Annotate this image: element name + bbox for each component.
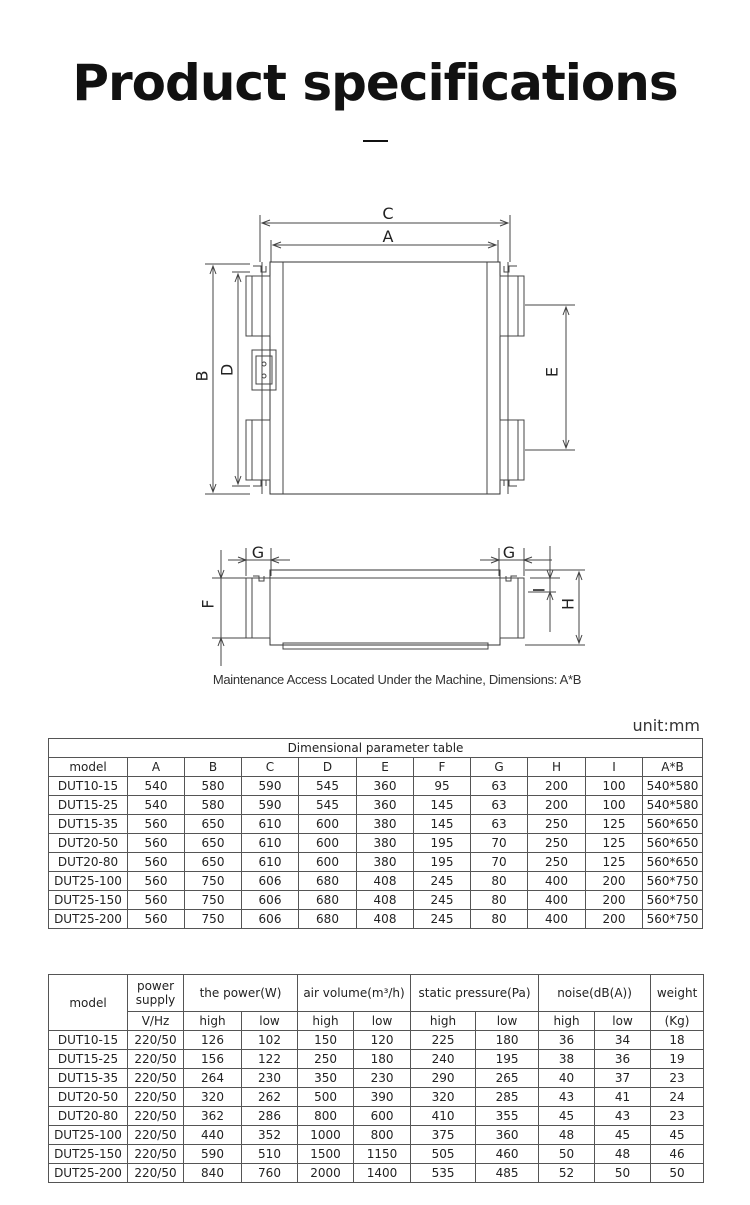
table-cell: 560 [128, 891, 185, 910]
table-cell: 560*650 [643, 815, 703, 834]
table-cell: 410 [411, 1107, 476, 1126]
column-subheader: high [411, 1012, 476, 1031]
table-cell: 560*750 [643, 891, 703, 910]
table-cell: 52 [539, 1164, 595, 1183]
column-subheader: low [354, 1012, 411, 1031]
table-cell: 63 [471, 815, 528, 834]
table-cell: 360 [357, 777, 414, 796]
table-cell: 560*650 [643, 853, 703, 872]
table-cell: 560 [128, 834, 185, 853]
table-cell: 440 [184, 1126, 242, 1145]
table-cell: 750 [185, 891, 242, 910]
table-cell: 220/50 [128, 1031, 184, 1050]
table-row [49, 872, 703, 891]
table-cell: 355 [476, 1107, 539, 1126]
table-cell: DUT20-80 [49, 853, 128, 872]
table-cell: 36 [539, 1031, 595, 1050]
table-cell: DUT25-150 [49, 1145, 128, 1164]
table-cell: 560*750 [643, 910, 703, 929]
table-cell: 195 [414, 853, 471, 872]
table-cell: 200 [528, 796, 586, 815]
column-subheader: low [242, 1012, 298, 1031]
table-cell: DUT25-100 [49, 872, 128, 891]
table-cell: 63 [471, 777, 528, 796]
column-header: model [49, 758, 128, 777]
table-cell: 48 [539, 1126, 595, 1145]
column-header: A*B [643, 758, 703, 777]
label-e: E [542, 366, 562, 378]
table-title: Dimensional parameter table [49, 739, 703, 758]
table-cell: 485 [476, 1164, 539, 1183]
table-cell: 285 [476, 1088, 539, 1107]
table-cell: 45 [539, 1107, 595, 1126]
table-cell: DUT15-35 [49, 1069, 128, 1088]
table-cell: 408 [357, 910, 414, 929]
table-cell: 220/50 [128, 1164, 184, 1183]
table-cell: 50 [539, 1145, 595, 1164]
table-cell: 840 [184, 1164, 242, 1183]
table-cell: DUT25-200 [49, 910, 128, 929]
table-row [49, 1145, 704, 1164]
table-cell: 125 [586, 834, 643, 853]
table-cell: 220/50 [128, 1107, 184, 1126]
table-cell: 200 [528, 777, 586, 796]
table-cell: 600 [299, 815, 357, 834]
table-cell: 195 [414, 834, 471, 853]
table-cell: 80 [471, 891, 528, 910]
table-cell: 600 [354, 1107, 411, 1126]
table-cell: 240 [411, 1050, 476, 1069]
table-cell: 650 [185, 834, 242, 853]
label-i: I [529, 587, 549, 593]
table-cell: 680 [299, 891, 357, 910]
table-cell: 750 [185, 872, 242, 891]
table-cell: 545 [299, 796, 357, 815]
table-cell: 460 [476, 1145, 539, 1164]
table-cell: 145 [414, 796, 471, 815]
table-cell: 262 [242, 1088, 298, 1107]
column-header: static pressure(Pa) [411, 975, 539, 1012]
table-cell: 290 [411, 1069, 476, 1088]
table-cell: 250 [298, 1050, 354, 1069]
table-cell: 120 [354, 1031, 411, 1050]
table-row [49, 1031, 704, 1050]
table-cell: 100 [586, 777, 643, 796]
table-cell: DUT25-150 [49, 891, 128, 910]
table-cell: 23 [651, 1107, 704, 1126]
table-cell: 37 [595, 1069, 651, 1088]
column-header: power supply [128, 975, 184, 1012]
table-cell: 400 [528, 910, 586, 929]
side-view [212, 546, 585, 666]
table-row [49, 1069, 704, 1088]
table-cell: DUT15-35 [49, 815, 128, 834]
label-h: H [558, 597, 578, 611]
column-subheader: high [184, 1012, 242, 1031]
table-cell: 40 [539, 1069, 595, 1088]
table-cell: 500 [298, 1088, 354, 1107]
table-cell: DUT20-50 [49, 834, 128, 853]
column-header: G [471, 758, 528, 777]
label-a: A [382, 227, 394, 246]
table-cell: 180 [354, 1050, 411, 1069]
table-cell: 560 [128, 910, 185, 929]
table-cell: 70 [471, 853, 528, 872]
column-subheader: low [476, 1012, 539, 1031]
table-cell: 390 [354, 1088, 411, 1107]
table-cell: 245 [414, 872, 471, 891]
table-cell: DUT15-25 [49, 1050, 128, 1069]
table-cell: 45 [651, 1126, 704, 1145]
table-cell: 286 [242, 1107, 298, 1126]
table-cell: 750 [185, 910, 242, 929]
column-subheader: low [595, 1012, 651, 1031]
column-header: I [586, 758, 643, 777]
table-cell: 320 [184, 1088, 242, 1107]
table-cell: 220/50 [128, 1126, 184, 1145]
table-cell: 195 [476, 1050, 539, 1069]
table-cell: 50 [595, 1164, 651, 1183]
table-cell: 24 [651, 1088, 704, 1107]
table-cell: DUT15-25 [49, 796, 128, 815]
table-cell: 400 [528, 872, 586, 891]
table-cell: 560*650 [643, 834, 703, 853]
column-header: A [128, 758, 185, 777]
column-subheader: high [298, 1012, 354, 1031]
table-cell: 50 [651, 1164, 704, 1183]
table-cell: 2000 [298, 1164, 354, 1183]
table-cell: 1400 [354, 1164, 411, 1183]
table-header-row [49, 758, 703, 777]
column-header: C [242, 758, 299, 777]
table-cell: 1150 [354, 1145, 411, 1164]
table-cell: 600 [299, 834, 357, 853]
table-cell: 38 [539, 1050, 595, 1069]
performance-table [48, 974, 704, 1183]
column-header: E [357, 758, 414, 777]
table-cell: 102 [242, 1031, 298, 1050]
table-cell: 220/50 [128, 1050, 184, 1069]
table-cell: 580 [185, 777, 242, 796]
table-cell: 245 [414, 910, 471, 929]
table-cell: 19 [651, 1050, 704, 1069]
table-row [49, 796, 703, 815]
table-cell: 250 [528, 853, 586, 872]
table-cell: 250 [528, 834, 586, 853]
table-cell: 800 [298, 1107, 354, 1126]
table-cell: 560 [128, 853, 185, 872]
table-cell: 230 [354, 1069, 411, 1088]
table-cell: 610 [242, 853, 299, 872]
column-subheader: V/Hz [128, 1012, 184, 1031]
table-cell: 200 [586, 872, 643, 891]
column-header: weight [651, 975, 704, 1012]
table-cell: 126 [184, 1031, 242, 1050]
table-cell: 680 [299, 872, 357, 891]
table-cell: 510 [242, 1145, 298, 1164]
column-header: F [414, 758, 471, 777]
table-cell: 360 [357, 796, 414, 815]
table-row [49, 1107, 704, 1126]
table-cell: 200 [586, 891, 643, 910]
table-cell: 610 [242, 834, 299, 853]
table-cell: 540*580 [643, 777, 703, 796]
table-cell: 535 [411, 1164, 476, 1183]
drawing-caption: Maintenance Access Located Under the Machine, Dimensions: A*B [212, 672, 582, 687]
table-cell: 380 [357, 834, 414, 853]
table-cell: 800 [354, 1126, 411, 1145]
label-g-left: G [251, 543, 265, 562]
table-cell: 600 [299, 853, 357, 872]
table-cell: 362 [184, 1107, 242, 1126]
table-cell: 265 [476, 1069, 539, 1088]
page-title: Product specifications [72, 54, 678, 112]
table-cell: 125 [586, 815, 643, 834]
table-cell: 360 [476, 1126, 539, 1145]
table-row [49, 834, 703, 853]
table-cell: 320 [411, 1088, 476, 1107]
table-cell: 545 [299, 777, 357, 796]
table-cell: 680 [299, 910, 357, 929]
table-cell: 760 [242, 1164, 298, 1183]
table-row [49, 1088, 704, 1107]
table-cell: DUT10-15 [49, 1031, 128, 1050]
column-header: D [299, 758, 357, 777]
table-cell: 540 [128, 777, 185, 796]
column-header: the power(W) [184, 975, 298, 1012]
table-cell: 34 [595, 1031, 651, 1050]
column-header: B [185, 758, 242, 777]
dimension-table [48, 738, 703, 929]
table-cell: 606 [242, 891, 299, 910]
table-cell: 408 [357, 872, 414, 891]
table-cell: 375 [411, 1126, 476, 1145]
column-header: model [49, 975, 128, 1031]
table-cell: 180 [476, 1031, 539, 1050]
table-cell: 250 [528, 815, 586, 834]
table-cell: DUT20-80 [49, 1107, 128, 1126]
table-cell: 63 [471, 796, 528, 815]
table-cell: 606 [242, 872, 299, 891]
table-cell: 580 [185, 796, 242, 815]
table-cell: 220/50 [128, 1088, 184, 1107]
column-subheader: high [539, 1012, 595, 1031]
table-cell: 43 [595, 1107, 651, 1126]
unit-label: unit:mm [632, 716, 700, 735]
table-cell: 1500 [298, 1145, 354, 1164]
table-cell: 352 [242, 1126, 298, 1145]
table-cell: 45 [595, 1126, 651, 1145]
table-cell: DUT20-50 [49, 1088, 128, 1107]
table-cell: 1000 [298, 1126, 354, 1145]
table-cell: 36 [595, 1050, 651, 1069]
table-cell: 100 [586, 796, 643, 815]
table-cell: 125 [586, 853, 643, 872]
column-header: noise(dB(A)) [539, 975, 651, 1012]
table-header-row [49, 975, 704, 1012]
label-d: D [217, 363, 237, 377]
table-cell: 43 [539, 1088, 595, 1107]
table-cell: 230 [242, 1069, 298, 1088]
table-cell: 46 [651, 1145, 704, 1164]
table-row [49, 1164, 704, 1183]
table-cell: 380 [357, 815, 414, 834]
label-f: F [198, 599, 218, 609]
table-cell: 95 [414, 777, 471, 796]
table-cell: 225 [411, 1031, 476, 1050]
label-b: B [192, 370, 212, 382]
table-cell: 590 [242, 796, 299, 815]
table-cell: 540 [128, 796, 185, 815]
table-cell: 70 [471, 834, 528, 853]
table-cell: 650 [185, 853, 242, 872]
table-cell: 200 [586, 910, 643, 929]
table-row [49, 853, 703, 872]
table-cell: 590 [242, 777, 299, 796]
table-row [49, 1126, 704, 1145]
table-row [49, 1050, 704, 1069]
table-title-row [49, 739, 703, 758]
column-header: air volume(m³/h) [298, 975, 411, 1012]
table-cell: 80 [471, 872, 528, 891]
table-cell: 220/50 [128, 1069, 184, 1088]
table-row [49, 891, 703, 910]
table-cell: 48 [595, 1145, 651, 1164]
label-g-right: G [502, 543, 516, 562]
table-row [49, 910, 703, 929]
table-cell: 650 [185, 815, 242, 834]
table-cell: 23 [651, 1069, 704, 1088]
table-cell: DUT25-200 [49, 1164, 128, 1183]
table-cell: 505 [411, 1145, 476, 1164]
table-cell: 41 [595, 1088, 651, 1107]
table-subheader-row [49, 1012, 704, 1031]
column-subheader: (Kg) [651, 1012, 704, 1031]
table-cell: 560 [128, 872, 185, 891]
column-header: H [528, 758, 586, 777]
table-cell: 380 [357, 853, 414, 872]
table-cell: DUT25-100 [49, 1126, 128, 1145]
table-cell: 145 [414, 815, 471, 834]
table-cell: 540*580 [643, 796, 703, 815]
table-cell: 590 [184, 1145, 242, 1164]
table-cell: 560*750 [643, 872, 703, 891]
table-cell: 350 [298, 1069, 354, 1088]
table-cell: 560 [128, 815, 185, 834]
table-cell: 18 [651, 1031, 704, 1050]
table-cell: 606 [242, 910, 299, 929]
top-view [205, 215, 575, 494]
table-cell: 245 [414, 891, 471, 910]
table-cell: 610 [242, 815, 299, 834]
table-cell: 122 [242, 1050, 298, 1069]
table-cell: 150 [298, 1031, 354, 1050]
table-cell: 220/50 [128, 1145, 184, 1164]
table-cell: 80 [471, 910, 528, 929]
table-cell: DUT10-15 [49, 777, 128, 796]
table-row [49, 777, 703, 796]
table-cell: 408 [357, 891, 414, 910]
table-cell: 156 [184, 1050, 242, 1069]
table-row [49, 815, 703, 834]
table-cell: 264 [184, 1069, 242, 1088]
label-c: C [382, 204, 394, 223]
table-cell: 400 [528, 891, 586, 910]
